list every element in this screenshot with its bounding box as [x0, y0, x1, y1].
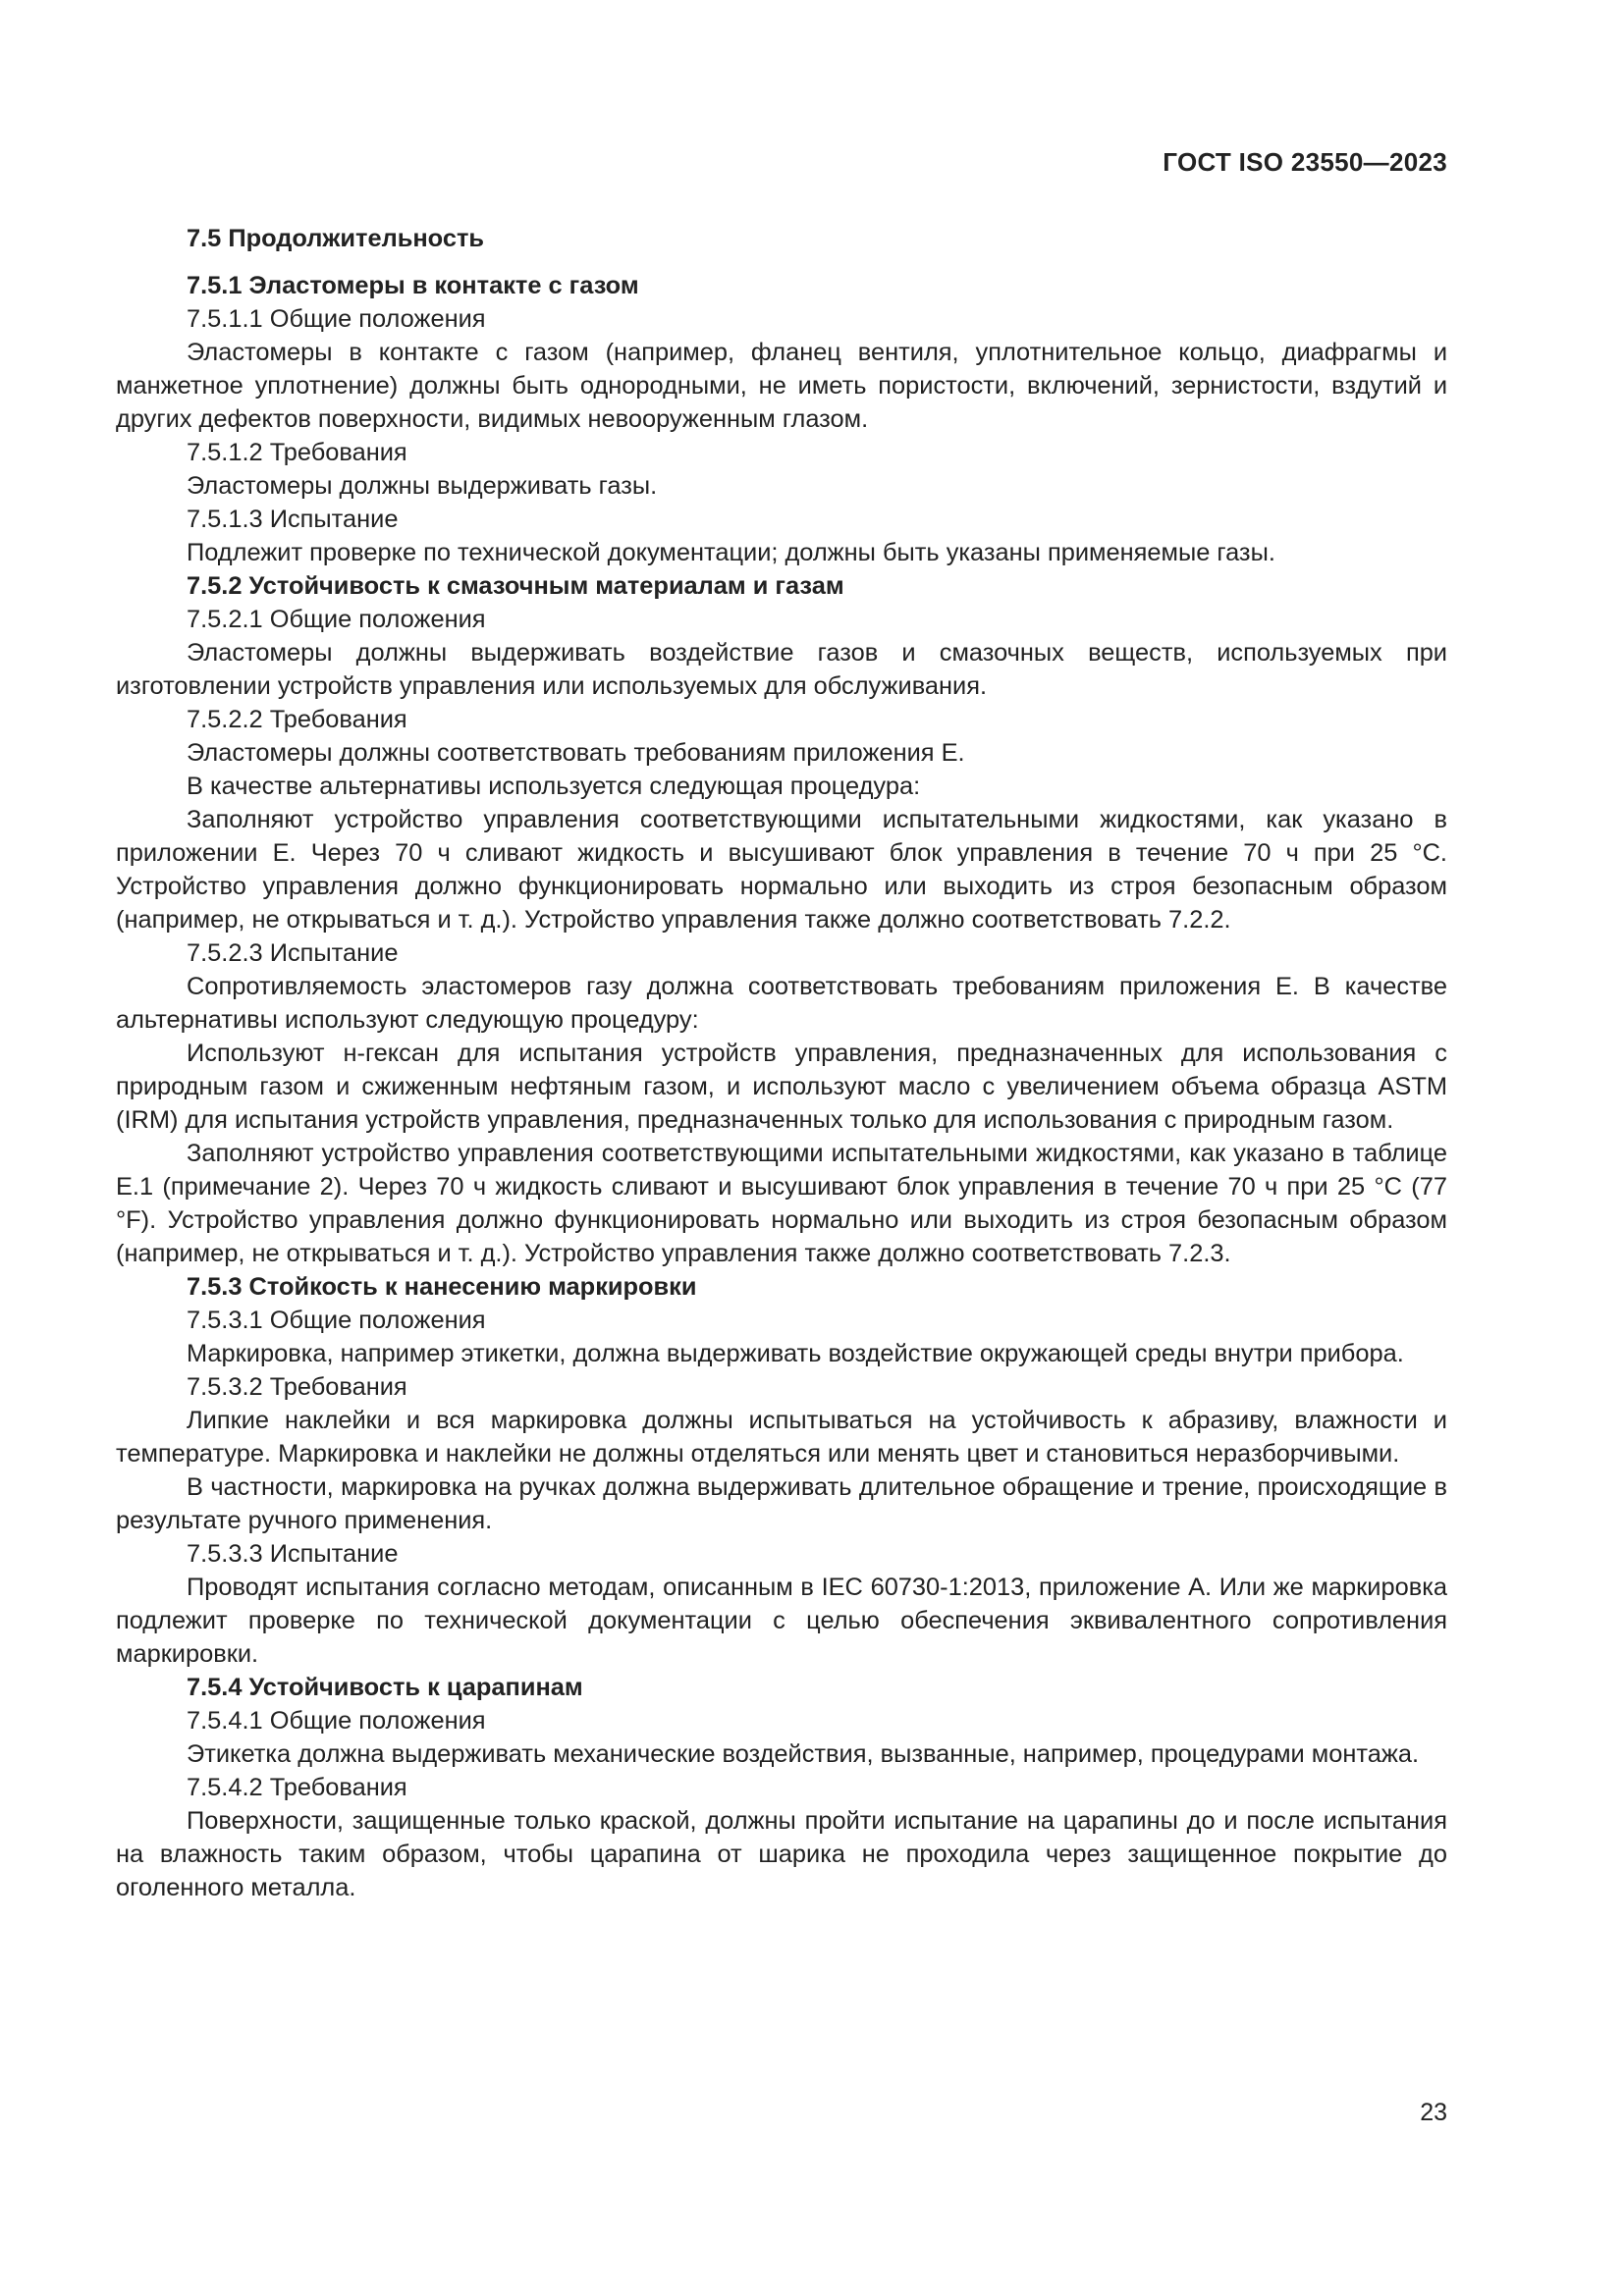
body-paragraph: Эластомеры должны выдерживать газы.	[187, 472, 658, 500]
document-header: ГОСТ ISO 23550—2023	[1163, 147, 1447, 177]
clause-7-5-4-2: 7.5.4.2 Требования	[187, 1774, 407, 1801]
body-paragraph: Подлежит проверке по технической документации; должны быть указаны применяемые газы.	[187, 539, 1275, 566]
body-paragraph: Сопротивляемость эластомеров газу должна соответствовать требованиям приложения Е. В качестве альтернативы используют следующую процедуру:	[116, 973, 1447, 1034]
body-paragraph: Эластомеры в контакте с газом (например, фланец вентиля, уплотнительное кольцо, диафрагмы и манжетное уплотнение) должны быть однородными, не иметь пористости, включений, зернистости, вздутий и других дефектов поверхности, видимых невооруженным глазом.	[116, 339, 1447, 433]
body-paragraph: Проводят испытания согласно методам, описанным в IEC 60730-1:2013, приложение А. Или же маркировка подлежит проверке по технической документации с целью обеспечения эквивалентного сопротивления маркировки.	[116, 1574, 1447, 1668]
body-paragraph: Используют н-гексан для испытания устройств управления, предназначенных для использования с природным газом и сжиженным нефтяным газом, и используют масло с увеличением объема образца ASTM (IRM) для испытания устройств управления, предназначенных только для использования с природным газом.	[116, 1040, 1447, 1134]
page-number: 23	[1420, 2099, 1447, 2126]
subsection-heading-7-5-4: 7.5.4 Устойчивость к царапинам	[187, 1674, 583, 1701]
clause-7-5-2-1: 7.5.2.1 Общие положения	[187, 606, 486, 633]
body-paragraph: Маркировка, например этикетки, должна выдерживать воздействие окружающей среды внутри прибора.	[187, 1340, 1404, 1367]
body-paragraph: Эластомеры должны выдерживать воздействие газов и смазочных веществ, используемых при изготовлении устройств управления или используемых для обслуживания.	[116, 639, 1447, 700]
body-paragraph: Заполняют устройство управления соответствующими испытательными жидкостями, как указано в таблице Е.1 (примечание 2). Через 70 ч жидкость сливают и высушивают блок управления в течение 70 ч при 25 °С (77 °F). Устройство управления должно функционировать нормально или выходить из строя безопасным образом (например, не открываться и т. д.). Устройство управления также должно соответствовать 7.2.3.	[116, 1140, 1447, 1267]
body-paragraph: Заполняют устройство управления соответствующими испытательными жидкостями, как указано в приложении Е. Через 70 ч сливают жидкость и высушивают блок управления в течение 70 ч при 25 °С. Устройство управления должно функционировать нормально или выходить из строя безопасным образом (например, не открываться и т. д.). Устройство управления также должно соответствовать 7.2.2.	[116, 806, 1447, 934]
clause-7-5-3-3: 7.5.3.3 Испытание	[187, 1540, 399, 1568]
clause-7-5-3-2: 7.5.3.2 Требования	[187, 1373, 407, 1401]
body-paragraph: В качестве альтернативы используется следующая процедура:	[187, 773, 921, 800]
body-paragraph: В частности, маркировка на ручках должна выдерживать длительное обращение и трение, происходящие в результате ручного применения.	[116, 1473, 1447, 1534]
clause-7-5-2-2: 7.5.2.2 Требования	[187, 706, 407, 733]
clause-7-5-1-3: 7.5.1.3 Испытание	[187, 506, 399, 533]
subsection-heading-7-5-2: 7.5.2 Устойчивость к смазочным материалам и газам	[187, 572, 844, 600]
body-paragraph: Липкие наклейки и вся маркировка должны испытываться на устойчивость к абразиву, влажности и температуре. Маркировка и наклейки не должны отделяться или менять цвет и становиться неразборчивыми.	[116, 1407, 1447, 1468]
clause-7-5-4-1: 7.5.4.1 Общие положения	[187, 1707, 486, 1735]
subsection-heading-7-5-3: 7.5.3 Стойкость к нанесению маркировки	[187, 1273, 697, 1301]
clause-7-5-2-3: 7.5.2.3 Испытание	[187, 939, 399, 967]
section-heading-7-5: 7.5 Продолжительность	[187, 225, 484, 252]
clause-7-5-1-2: 7.5.1.2 Требования	[187, 439, 407, 466]
clause-7-5-1-1: 7.5.1.1 Общие положения	[187, 305, 486, 333]
clause-7-5-3-1: 7.5.3.1 Общие положения	[187, 1307, 486, 1334]
body-paragraph: Этикетка должна выдерживать механические воздействия, вызванные, например, процедурами монтажа.	[187, 1740, 1420, 1768]
body-paragraph: Эластомеры должны соответствовать требованиям приложения Е.	[187, 739, 965, 767]
document-body	[116, 222, 1447, 1904]
body-paragraph: Поверхности, защищенные только краской, должны пройти испытание на царапины до и после испытания на влажность таким образом, чтобы царапина от шарика не проходила через защищенное покрытие до оголенного металла.	[116, 1807, 1447, 1901]
subsection-heading-7-5-1: 7.5.1 Эластомеры в контакте с газом	[187, 272, 639, 299]
